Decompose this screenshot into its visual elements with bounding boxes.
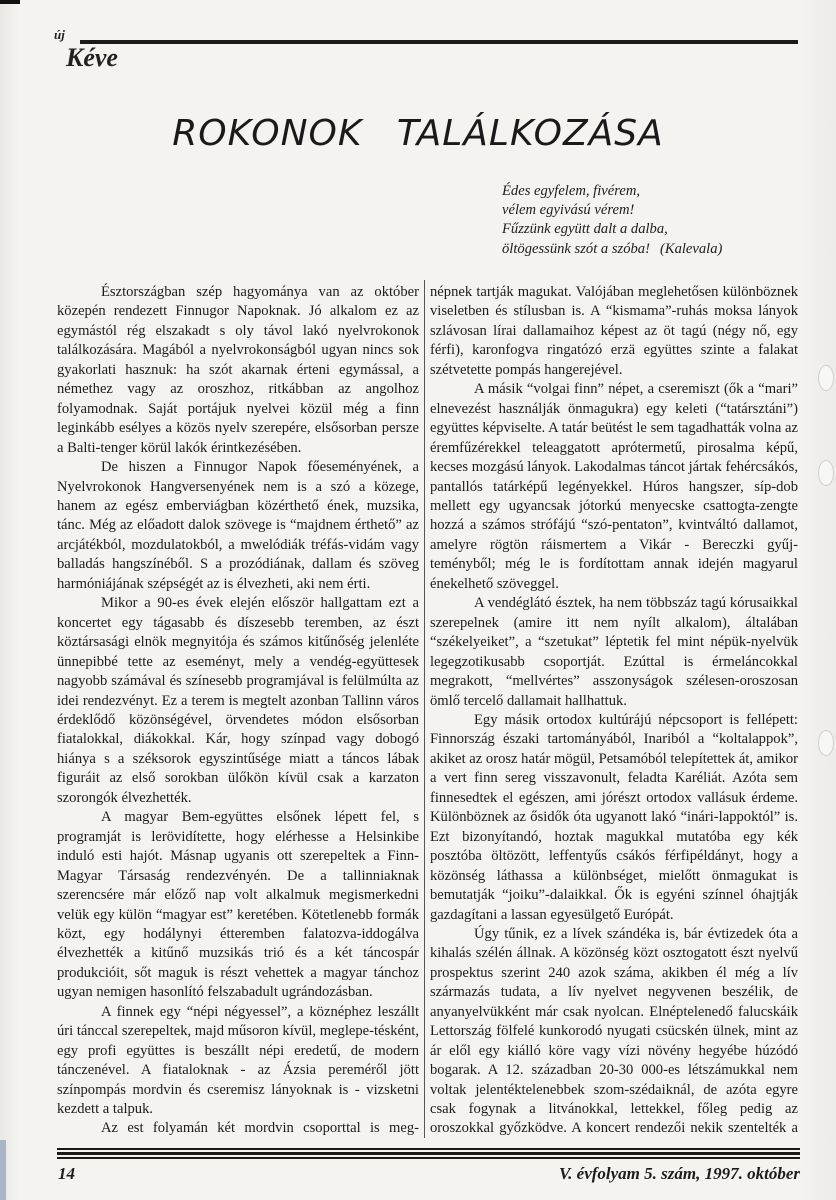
logo-prefix: új bbox=[54, 27, 65, 42]
page-number: 14 bbox=[58, 1164, 75, 1183]
scan-edge bbox=[0, 1140, 6, 1200]
paragraph: A vendéglátó észtek, ha nem többszáz tagú kórusaikkal szerepelnek (amire itt nem nyílt alkalom), általában “székelyeiket”, a “szetukat” léptetik fel mint népük-nyelvük legegzotikusabb csoportját. Ezúttal is érmeláncokkal megrakott, “mellvértes” asszonyságok szélesen-oroszosan ömlő tercelő dallamait hallhattuk. bbox=[430, 595, 798, 709]
punch-hole bbox=[818, 460, 834, 486]
left-column bbox=[57, 283, 419, 1141]
paragraph-continued: népnek tartják magukat. Valójában meglehetősen különböznek viseletben és stílusban is. A “kismama”-ruhás moksa lányok szlávosan lírai dallamaihoz képest az öt tagú (négy nő, egy férfi), karonfogva ringatózó erzä együttes szinte a falakat szétvetette pompás hangerejével. bbox=[430, 284, 798, 378]
masthead bbox=[54, 28, 798, 74]
paragraph: A magyar Bem-együttes elsőnek lépett fel, s programját is lerövidítette, hogy elérhesse a Helsinkibe induló esti hajót. Másnap ugyanis ott szerepeltek a Finn-Magyar Társaság rendezvényén. De a tallinniaknak szerencsére már előző nap volt alkalmuk megismerkedni velük egy külön “magyar est” keretében. Kötetlenebb formák közt, egy hodálynyi étteremben falatozva-iddogálva élvezhették a kitűnő muzsikás trió és a két táncospár produkcióit, sőt maguk is részt vehettek a magyar tánchoz ugyan nemigen hasonlító felszabadult ugrándozásban. bbox=[57, 809, 419, 1001]
right-column bbox=[430, 283, 798, 1141]
article-title: ROKONOK TALÁLKOZÁSA bbox=[172, 113, 664, 154]
paragraph: De hiszen a Finnugor Napok főeseményének, a Nyelvrokonok Hangversenyének nem is a szó a közege, hanem az egész emberviágban közérthető ének, muzsika, tánc. Még az előadott dalok szövege is “majdnem érthető” az arcjátékból, mozdulatokból, a mwelódiák tréfás-vidám vagy balladás hangszínéből. S a prozódiának, dallam és szöveg harmóniájának szépségét az is élvezheti, aki nem érti. bbox=[57, 459, 419, 592]
epigraph-line: öltögessünk szót a szóba! bbox=[502, 240, 650, 257]
epigraph-line-last bbox=[502, 240, 822, 259]
epigraph-line: Édes egyfelem, fivérem, bbox=[502, 183, 641, 199]
paragraph: Úgy tűnik, ez a lívek szándéka is, bár évtizedek óta a kihalás szélén állnak. A közönség közt osztogatott észt nyelvű prospektus szerint 240 azok száma, akikben él még a lív származás tudata, a lív nyelvet negyvenen beszélik, de anyanyelvükként már csak nyolcan. Elnéptelenedő falucskáik Lettország fölfelé kunkorodó nyugati csücskén ülnek, mint az ár elől egy kiálló köre vagy vízi növény hegyébe húzódó bogarak. A 12. században 20-30 000-es létszámukkal nem voltak jelentéktelenebbek szom-szédaiknál, de azóta egyre csak fogynak a litvánokkal, lettekkel, főleg pedig az oroszokkal győzködve. A koncert rendezői nekik szentelték a bbox=[430, 925, 798, 1137]
issue-info: V. évfolyam 5. szám, 1997. október bbox=[559, 1164, 800, 1183]
epigraph bbox=[502, 182, 822, 259]
logo-name: Kéve bbox=[66, 43, 118, 72]
column-divider bbox=[424, 280, 425, 1138]
punch-hole bbox=[818, 365, 834, 391]
paragraph: Észtországban szép hagyománya van az október közepén rendezett Finnugor Napoknak. Jó alkalom ez az egymástól rég elszakadt s oly távol lakó nyelvrokonok találkozására. Magából a nyelvrokonságból ugyan nincs sok gyakorlati hasznuk: ha szót akarnak érteni egymással, a némethez vagy az oroszhoz, ritkábban az angolhoz folyamodnak. Saját portájuk nyelvei közül még a finn leginkább esélyes a közös nyelv szerepére, elsősorban persze a Balti-tenger körül lakók érintkezésében. bbox=[57, 284, 419, 456]
paragraph: Az est folyamán két mordvin csoporttal is meg- bbox=[101, 1120, 419, 1137]
scan-corner-mark bbox=[0, 0, 20, 4]
paragraph: A másik “volgai finn” népet, a cseremiszt (ők a “mari” elnevezést használják önmagukra) egy keleti (“tatársztáni”) együttes képviselte. A tatár beütést le sem tagadhatták volna az éremfűzérekkel teleaggatott aprótermetű, pirosalma képű, kecses mozgású lányok. Lakodalmas táncot jártak fehércsákós, pantallós tatárképű legényekkel. Húros hangszer, síp-dob mellett egy ugyancsak jótorkú menyecske csattogta-zengte hozzá a számos strófájú “szó-pentaton”, kvintváltó dallamot, amelyre rögtön ráismertem a Vikár - Bereczki gyűj-teményből; még le is fordítottam annak idején magyarul énekelhető szöveggel. bbox=[430, 381, 798, 592]
footer-rule bbox=[57, 1157, 800, 1159]
footer-rule bbox=[57, 1148, 800, 1150]
punch-hole bbox=[818, 730, 834, 756]
epigraph-line: Fűzzünk együtt dalt a dalba, bbox=[502, 221, 668, 238]
paragraph: Egy másik ortodox kultúrájú népcsoport is fellépett: Finnország északi tartományából, Inariból a “koltalappok”, akiket az orosz határ mögül, Petsamóból telepítettek át, amikor a vert finn sereg visszavonult, feladta Karéliát. Azóta sem finnesedtek el egészen, ami jórészt ortodox vallásuk érdeme. Különböznek az ősidők óta ugyanott lakó “inári-lappoktól” is. Ezt bizonyítandó, hoztak magukkal mutatóba egy kék posztóba öltözött, leffentyűs csákós férfipéldányt, hogy a közönség láthassa a különbséget, mielőtt önmagukat is bemutatják “joiku”-dalaikkal. Ők is egyéni színnel óhajtják gazdagítani a lassan egyesülgető Európát. bbox=[430, 711, 798, 923]
paragraph: Mikor a 90-es évek elején először hallgattam ezt a koncertet egy tágasabb és díszesebb teremben, az észt köztársasági elnök megnyitója és számos kitűnőség jelenléte ünnepibbé tette az eseményt, mely a vendég-együttesek nagyobb számával és színesebb programjával is felülmúlta az idei rendezvényt. Ez a terem is megtelt azonban Tallinn város érdeklődő közönségével, örvendetes módon elsősorban fiatalokkal, diákokkal. Kár, hogy színpad vagy dobogó hiánya s a széksorok egyszintűsége miatt a táncos lábak figuráit az első sorokban ülőkön kívül csak a karzaton szorongók élvezhették. bbox=[57, 595, 419, 806]
masthead-rule bbox=[80, 40, 798, 44]
paragraph: A finnek egy “népi négyessel”, a köznéphez leszállt úri tánccal szerepeltek, majd műsoron kívül, meglepe-tésként, egy profi együttes is beszállt népi eredetű, de modern tánczenével. A fiataloknak - az Ázsia pereméről jött színpompás mordvin és cseremisz lányoknak is - vizsketni kezdett a talpuk. bbox=[57, 1003, 419, 1118]
epigraph-line: vélem egyivású vérem! bbox=[502, 202, 635, 219]
epigraph-source: (Kalevala) bbox=[659, 240, 723, 257]
footer-rule bbox=[57, 1152, 800, 1155]
